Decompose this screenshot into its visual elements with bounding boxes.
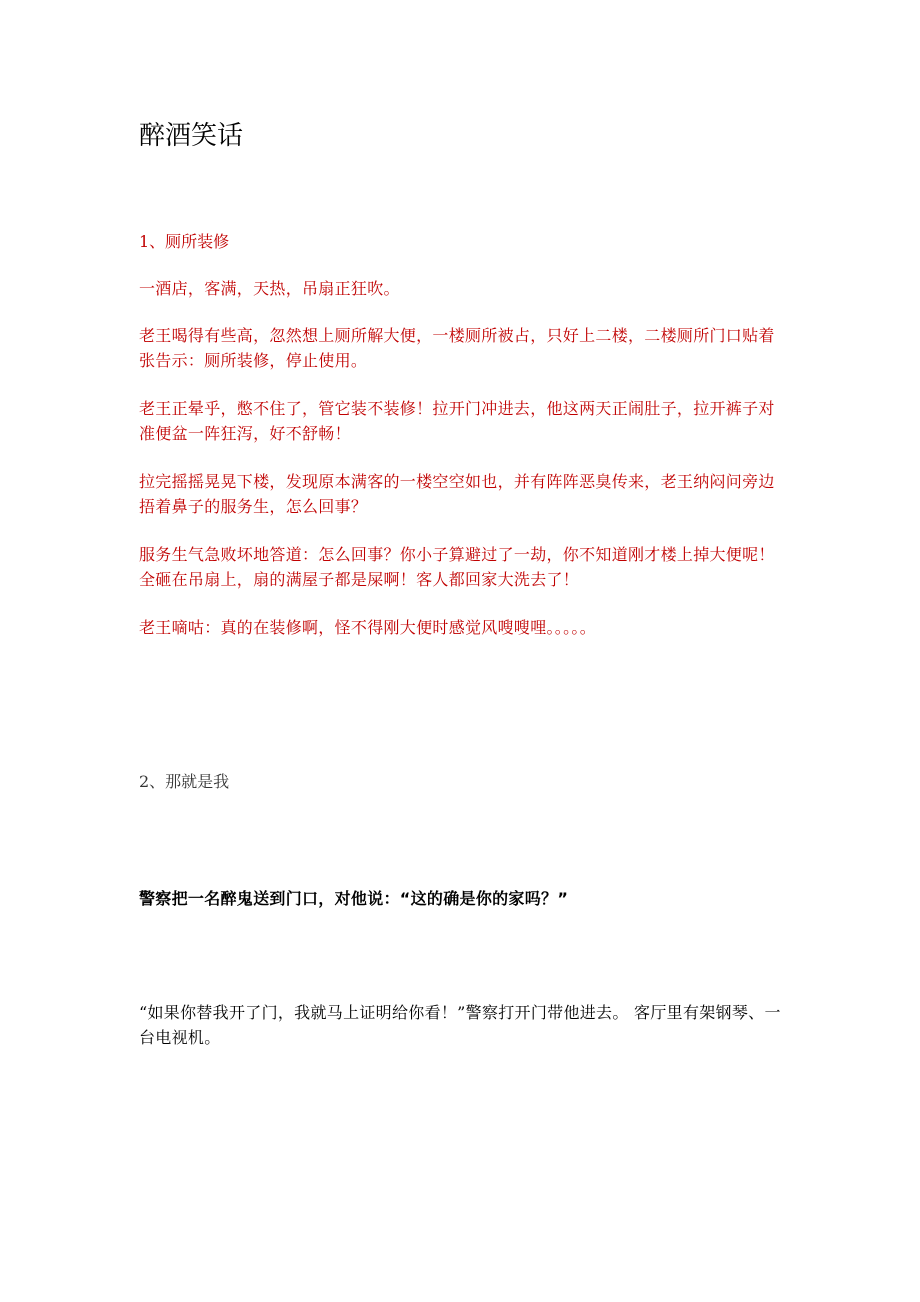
section-1-paragraph-4: 拉完摇摇晃晃下楼，发现原本满客的一楼空空如也，并有阵阵恶臭传来，老王纳闷问旁边捂着鼻子的服务生，怎么回事？ <box>139 472 775 516</box>
section-2-paragraph-1: 警察把一名醉鬼送到门口，对他说：“这的确是你的家吗？” <box>139 889 569 908</box>
section-1-paragraph-2: 老王喝得有些高，忽然想上厕所解大便，一楼厕所被占，只好上二楼，二楼厕所门口贴着张告示：厕所装修，停止使用。 <box>139 326 775 370</box>
document-title: 醉酒笑话 <box>139 121 244 151</box>
section-1-paragraph-5: 服务生气急败坏地答道：怎么回事？你小子算避过了一劫，你不知道刚才楼上掉大便呢！全砸在吊扇上，扇的满屋子都是屎啊！客人都回家大洗去了！ <box>139 545 775 589</box>
section-1-paragraph-1: 一酒店，客满，天热，吊扇正狂吹。 <box>139 279 400 298</box>
section-1-heading: 1、厕所装修 <box>139 232 230 251</box>
section-1-paragraph-3: 老王正晕乎，憋不住了，管它装不装修！拉开门冲进去，他这两天正闹肚子，拉开裤子对准便盆一阵狂泻，好不舒畅！ <box>139 399 775 443</box>
section-1-paragraph-6: 老王嘀咕：真的在装修啊，怪不得刚大便时感觉风嗖嗖哩。。。。。 <box>139 618 597 637</box>
section-2-paragraph-2: “如果你替我开了门，我就马上证明给你看！”警察打开门带他进去。 客厅里有架钢琴、一台电视机。 <box>139 1003 781 1047</box>
section-2-heading: 2、那就是我 <box>139 772 230 791</box>
